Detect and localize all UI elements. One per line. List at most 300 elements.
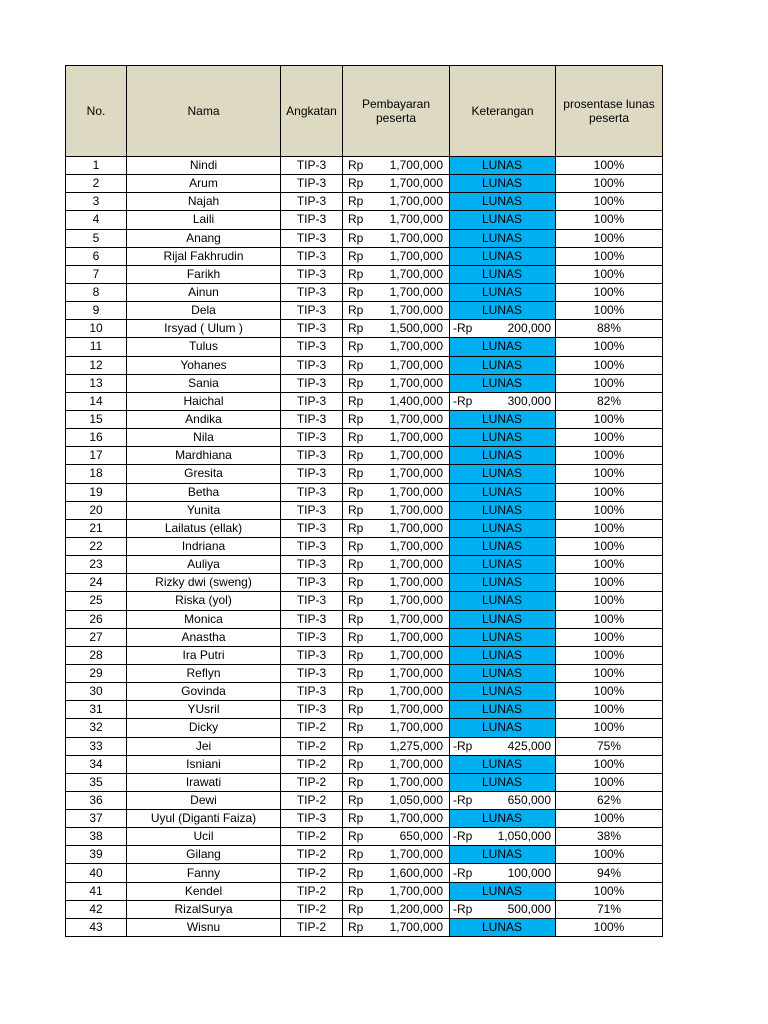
participant-name: Reflyn	[127, 664, 281, 682]
paid-percentage: 100%	[556, 283, 663, 301]
table-row	[66, 519, 663, 537]
participant-name: Irawati	[127, 773, 281, 791]
payment-currency: Rp	[348, 557, 364, 572]
status-lunas: LUNAS	[450, 175, 556, 193]
cohort: TIP-3	[281, 356, 343, 374]
participant-name: Farikh	[127, 265, 281, 283]
row-number: 10	[66, 320, 127, 338]
paid-percentage: 100%	[556, 247, 663, 265]
table-row	[66, 610, 663, 628]
outstanding-amount: 650,000	[507, 792, 551, 807]
cohort: TIP-3	[281, 465, 343, 483]
payment-currency: Rp	[348, 792, 364, 807]
payment-cell	[343, 683, 450, 701]
payment-cell	[343, 302, 450, 320]
paid-percentage: 100%	[556, 755, 663, 773]
paid-percentage: 100%	[556, 610, 663, 628]
row-number: 13	[66, 374, 127, 392]
outstanding-cell	[450, 737, 556, 755]
outstanding-amount: 300,000	[507, 393, 551, 408]
row-number: 25	[66, 592, 127, 610]
participant-name: Ucil	[127, 828, 281, 846]
outstanding-currency: -Rp	[453, 321, 473, 336]
participant-name: Fanny	[127, 864, 281, 882]
header-prosentase: prosentase lunas peserta	[556, 66, 663, 157]
cohort: TIP-3	[281, 338, 343, 356]
payment-amount: 1,700,000	[389, 847, 443, 862]
payment-cell	[343, 864, 450, 882]
payment-cell	[343, 356, 450, 374]
cohort: TIP-3	[281, 175, 343, 193]
header-angkatan: Angkatan	[281, 66, 343, 157]
paid-percentage: 100%	[556, 519, 663, 537]
payment-currency: Rp	[348, 575, 364, 590]
paid-percentage: 88%	[556, 320, 663, 338]
payment-cell	[343, 791, 450, 809]
payment-cell	[343, 211, 450, 229]
payment-cell	[343, 175, 450, 193]
payment-cell	[343, 574, 450, 592]
row-number: 39	[66, 846, 127, 864]
status-lunas: LUNAS	[450, 338, 556, 356]
payment-currency: Rp	[348, 702, 364, 717]
row-number: 30	[66, 683, 127, 701]
table-row	[66, 592, 663, 610]
table-row	[66, 628, 663, 646]
cohort: TIP-2	[281, 755, 343, 773]
status-lunas: LUNAS	[450, 229, 556, 247]
payment-currency: Rp	[348, 412, 364, 427]
payment-cell	[343, 519, 450, 537]
status-lunas: LUNAS	[450, 846, 556, 864]
paid-percentage: 100%	[556, 592, 663, 610]
row-number: 40	[66, 864, 127, 882]
payment-amount: 1,700,000	[389, 666, 443, 680]
participant-name: Irsyad ( Ulum )	[127, 320, 281, 338]
payment-currency: Rp	[348, 158, 364, 173]
header-nama: Nama	[127, 66, 281, 157]
payment-currency: Rp	[348, 738, 364, 753]
cohort: TIP-3	[281, 610, 343, 628]
payment-cell	[343, 610, 450, 628]
participant-name: Rijal Fakhrudin	[127, 247, 281, 265]
payment-currency: Rp	[348, 375, 364, 390]
outstanding-cell	[450, 392, 556, 410]
payment-amount: 1,700,000	[389, 430, 443, 445]
row-number: 38	[66, 828, 127, 846]
payment-table	[65, 65, 663, 937]
payment-amount: 650,000	[399, 829, 443, 844]
cohort: TIP-2	[281, 791, 343, 809]
table-row	[66, 846, 663, 864]
paid-percentage: 100%	[556, 356, 663, 374]
status-lunas: LUNAS	[450, 410, 556, 428]
cohort: TIP-2	[281, 900, 343, 918]
paid-percentage: 100%	[556, 628, 663, 646]
outstanding-amount: 100,000	[507, 865, 551, 880]
participant-name: Arum	[127, 175, 281, 193]
row-number: 16	[66, 429, 127, 447]
status-lunas: LUNAS	[450, 265, 556, 283]
payment-amount: 1,700,000	[389, 466, 443, 481]
payment-currency: Rp	[348, 629, 364, 644]
row-number: 24	[66, 574, 127, 592]
cohort: TIP-3	[281, 211, 343, 229]
row-number: 28	[66, 646, 127, 664]
header-no: No.	[66, 66, 127, 157]
status-lunas: LUNAS	[450, 537, 556, 555]
payment-currency: Rp	[348, 684, 364, 699]
payment-amount: 1,700,000	[389, 557, 443, 572]
row-number: 41	[66, 882, 127, 900]
status-lunas: LUNAS	[450, 247, 556, 265]
payment-amount: 1,700,000	[389, 575, 443, 590]
row-number: 17	[66, 447, 127, 465]
cohort: TIP-3	[281, 501, 343, 519]
payment-currency: Rp	[348, 230, 364, 245]
outstanding-cell	[450, 828, 556, 846]
outstanding-currency: -Rp	[453, 829, 473, 844]
participant-name: Haichal	[127, 392, 281, 410]
row-number: 35	[66, 773, 127, 791]
table-row	[66, 683, 663, 701]
participant-name: Ainun	[127, 283, 281, 301]
table-row	[66, 664, 663, 682]
payment-amount: 1,700,000	[389, 357, 443, 372]
participant-name: Yohanes	[127, 356, 281, 374]
row-number: 36	[66, 791, 127, 809]
participant-name: Auliya	[127, 556, 281, 574]
participant-name: Betha	[127, 483, 281, 501]
payment-amount: 1,700,000	[389, 412, 443, 427]
row-number: 32	[66, 719, 127, 737]
payment-cell	[343, 157, 450, 175]
status-lunas: LUNAS	[450, 683, 556, 701]
status-lunas: LUNAS	[450, 664, 556, 682]
table-row	[66, 247, 663, 265]
payment-cell	[343, 193, 450, 211]
payment-cell	[343, 737, 450, 755]
paid-percentage: 100%	[556, 918, 663, 936]
row-number: 2	[66, 175, 127, 193]
cohort: TIP-2	[281, 846, 343, 864]
cohort: TIP-2	[281, 882, 343, 900]
cohort: TIP-3	[281, 646, 343, 664]
payment-currency: Rp	[348, 520, 364, 535]
payment-cell	[343, 483, 450, 501]
payment-currency: Rp	[348, 720, 364, 735]
participant-name: Mardhiana	[127, 447, 281, 465]
table-row	[66, 701, 663, 719]
status-lunas: LUNAS	[450, 810, 556, 828]
cohort: TIP-3	[281, 302, 343, 320]
payment-currency: Rp	[348, 847, 364, 862]
payment-cell	[343, 392, 450, 410]
cohort: TIP-3	[281, 429, 343, 447]
payment-amount: 1,200,000	[389, 901, 443, 916]
table-row	[66, 646, 663, 664]
cohort: TIP-2	[281, 737, 343, 755]
cohort: TIP-3	[281, 447, 343, 465]
payment-currency: Rp	[348, 484, 364, 499]
payment-cell	[343, 229, 450, 247]
table-row	[66, 320, 663, 338]
cohort: TIP-3	[281, 157, 343, 175]
cohort: TIP-3	[281, 810, 343, 828]
payment-amount: 1,700,000	[389, 176, 443, 191]
cohort: TIP-3	[281, 265, 343, 283]
payment-currency: Rp	[348, 811, 364, 826]
participant-name: Isniani	[127, 755, 281, 773]
table-row	[66, 410, 663, 428]
payment-amount: 1,275,000	[389, 738, 443, 753]
payment-amount: 1,700,000	[389, 212, 443, 227]
cohort: TIP-3	[281, 628, 343, 646]
cohort: TIP-3	[281, 519, 343, 537]
payment-amount: 1,700,000	[389, 611, 443, 626]
cohort: TIP-2	[281, 773, 343, 791]
participant-name: Nindi	[127, 157, 281, 175]
paid-percentage: 100%	[556, 574, 663, 592]
payment-cell	[343, 429, 450, 447]
payment-amount: 1,700,000	[389, 720, 443, 735]
participant-name: Anastha	[127, 628, 281, 646]
paid-percentage: 71%	[556, 900, 663, 918]
row-number: 42	[66, 900, 127, 918]
participant-name: Uyul (Diganti Faiza)	[127, 810, 281, 828]
cohort: TIP-3	[281, 683, 343, 701]
payment-amount: 1,400,000	[389, 393, 443, 408]
participant-name: Dela	[127, 302, 281, 320]
payment-cell	[343, 719, 450, 737]
payment-cell	[343, 410, 450, 428]
payment-amount: 1,700,000	[389, 194, 443, 209]
header-keterangan: Keterangan	[450, 66, 556, 157]
payment-amount: 1,700,000	[389, 339, 443, 354]
participant-name: Gilang	[127, 846, 281, 864]
table-row	[66, 374, 663, 392]
payment-currency: Rp	[348, 466, 364, 481]
outstanding-cell	[450, 900, 556, 918]
payment-cell	[343, 846, 450, 864]
row-number: 31	[66, 701, 127, 719]
participant-name: Anang	[127, 229, 281, 247]
payment-currency: Rp	[348, 194, 364, 209]
paid-percentage: 100%	[556, 211, 663, 229]
cohort: TIP-3	[281, 392, 343, 410]
payment-cell	[343, 628, 450, 646]
table-row	[66, 429, 663, 447]
row-number: 3	[66, 193, 127, 211]
payment-currency: Rp	[348, 883, 364, 898]
cohort: TIP-3	[281, 592, 343, 610]
payment-currency: Rp	[348, 502, 364, 517]
paid-percentage: 100%	[556, 465, 663, 483]
payment-cell	[343, 338, 450, 356]
table-row	[66, 157, 663, 175]
payment-amount: 1,700,000	[389, 285, 443, 300]
status-lunas: LUNAS	[450, 283, 556, 301]
table-row	[66, 773, 663, 791]
payment-currency: Rp	[348, 357, 364, 372]
table-row	[66, 882, 663, 900]
payment-cell	[343, 501, 450, 519]
payment-currency: Rp	[348, 666, 364, 680]
row-number: 12	[66, 356, 127, 374]
participant-name: YUsril	[127, 701, 281, 719]
table-row	[66, 556, 663, 574]
cohort: TIP-3	[281, 410, 343, 428]
participant-name: Tulus	[127, 338, 281, 356]
payment-currency: Rp	[348, 303, 364, 318]
cohort: TIP-2	[281, 864, 343, 882]
participant-name: Dicky	[127, 719, 281, 737]
status-lunas: LUNAS	[450, 701, 556, 719]
payment-cell	[343, 773, 450, 791]
row-number: 1	[66, 157, 127, 175]
table-row	[66, 737, 663, 755]
cohort: TIP-3	[281, 537, 343, 555]
row-number: 19	[66, 483, 127, 501]
payment-amount: 1,700,000	[389, 811, 443, 826]
status-lunas: LUNAS	[450, 302, 556, 320]
payment-amount: 1,700,000	[389, 756, 443, 771]
payment-amount: 1,700,000	[389, 684, 443, 699]
payment-cell	[343, 465, 450, 483]
row-number: 22	[66, 537, 127, 555]
paid-percentage: 100%	[556, 410, 663, 428]
payment-currency: Rp	[348, 248, 364, 263]
outstanding-cell	[450, 864, 556, 882]
payment-amount: 1,700,000	[389, 647, 443, 662]
status-lunas: LUNAS	[450, 646, 556, 664]
table-row	[66, 918, 663, 936]
payment-amount: 1,700,000	[389, 502, 443, 517]
row-number: 14	[66, 392, 127, 410]
paid-percentage: 100%	[556, 374, 663, 392]
status-lunas: LUNAS	[450, 465, 556, 483]
payment-cell	[343, 900, 450, 918]
table-row	[66, 465, 663, 483]
status-lunas: LUNAS	[450, 592, 556, 610]
cohort: TIP-3	[281, 193, 343, 211]
table-row	[66, 265, 663, 283]
row-number: 34	[66, 755, 127, 773]
payment-cell	[343, 320, 450, 338]
participant-name: Yunita	[127, 501, 281, 519]
table-header-row	[66, 66, 663, 157]
row-number: 27	[66, 628, 127, 646]
participant-name: Gresita	[127, 465, 281, 483]
participant-name: Indriana	[127, 537, 281, 555]
paid-percentage: 100%	[556, 646, 663, 664]
payment-amount: 1,500,000	[389, 321, 443, 336]
outstanding-currency: -Rp	[453, 901, 473, 916]
payment-amount: 1,700,000	[389, 539, 443, 554]
status-lunas: LUNAS	[450, 211, 556, 229]
payment-amount: 1,700,000	[389, 158, 443, 173]
status-lunas: LUNAS	[450, 501, 556, 519]
outstanding-amount: 200,000	[507, 321, 551, 336]
participant-name: Dewi	[127, 791, 281, 809]
paid-percentage: 100%	[556, 175, 663, 193]
payment-currency: Rp	[348, 756, 364, 771]
table-body	[66, 157, 663, 937]
participant-name: Ira Putri	[127, 646, 281, 664]
status-lunas: LUNAS	[450, 483, 556, 501]
paid-percentage: 100%	[556, 157, 663, 175]
status-lunas: LUNAS	[450, 193, 556, 211]
cohort: TIP-3	[281, 283, 343, 301]
row-number: 15	[66, 410, 127, 428]
table-row	[66, 900, 663, 918]
participant-name: Najah	[127, 193, 281, 211]
row-number: 23	[66, 556, 127, 574]
table-row	[66, 810, 663, 828]
status-lunas: LUNAS	[450, 755, 556, 773]
payment-amount: 1,700,000	[389, 629, 443, 644]
table-row	[66, 392, 663, 410]
paid-percentage: 62%	[556, 791, 663, 809]
paid-percentage: 38%	[556, 828, 663, 846]
table-row	[66, 791, 663, 809]
row-number: 5	[66, 229, 127, 247]
paid-percentage: 100%	[556, 701, 663, 719]
status-lunas: LUNAS	[450, 519, 556, 537]
table-row	[66, 755, 663, 773]
paid-percentage: 100%	[556, 193, 663, 211]
outstanding-currency: -Rp	[453, 393, 473, 408]
payment-currency: Rp	[348, 285, 364, 300]
table-row	[66, 537, 663, 555]
participant-name: Monica	[127, 610, 281, 628]
paid-percentage: 100%	[556, 338, 663, 356]
row-number: 29	[66, 664, 127, 682]
payment-amount: 1,700,000	[389, 883, 443, 898]
row-number: 43	[66, 918, 127, 936]
payment-cell	[343, 247, 450, 265]
payment-cell	[343, 664, 450, 682]
payment-cell	[343, 447, 450, 465]
participant-name: Govinda	[127, 683, 281, 701]
cohort: TIP-3	[281, 247, 343, 265]
participant-name: Lailatus (ellak)	[127, 519, 281, 537]
paid-percentage: 100%	[556, 537, 663, 555]
row-number: 26	[66, 610, 127, 628]
cohort: TIP-2	[281, 828, 343, 846]
payment-currency: Rp	[348, 539, 364, 554]
cohort: TIP-2	[281, 719, 343, 737]
status-lunas: LUNAS	[450, 773, 556, 791]
payment-cell	[343, 755, 450, 773]
cohort: TIP-3	[281, 483, 343, 501]
table-row	[66, 828, 663, 846]
row-number: 21	[66, 519, 127, 537]
paid-percentage: 100%	[556, 664, 663, 682]
row-number: 33	[66, 737, 127, 755]
paid-percentage: 100%	[556, 683, 663, 701]
payment-cell	[343, 283, 450, 301]
table-row	[66, 501, 663, 519]
outstanding-currency: -Rp	[453, 792, 473, 807]
status-lunas: LUNAS	[450, 429, 556, 447]
outstanding-amount: 500,000	[507, 901, 551, 916]
participant-name: Kendel	[127, 882, 281, 900]
row-number: 11	[66, 338, 127, 356]
participant-name: Sania	[127, 374, 281, 392]
table-row	[66, 211, 663, 229]
participant-name: Jei	[127, 737, 281, 755]
